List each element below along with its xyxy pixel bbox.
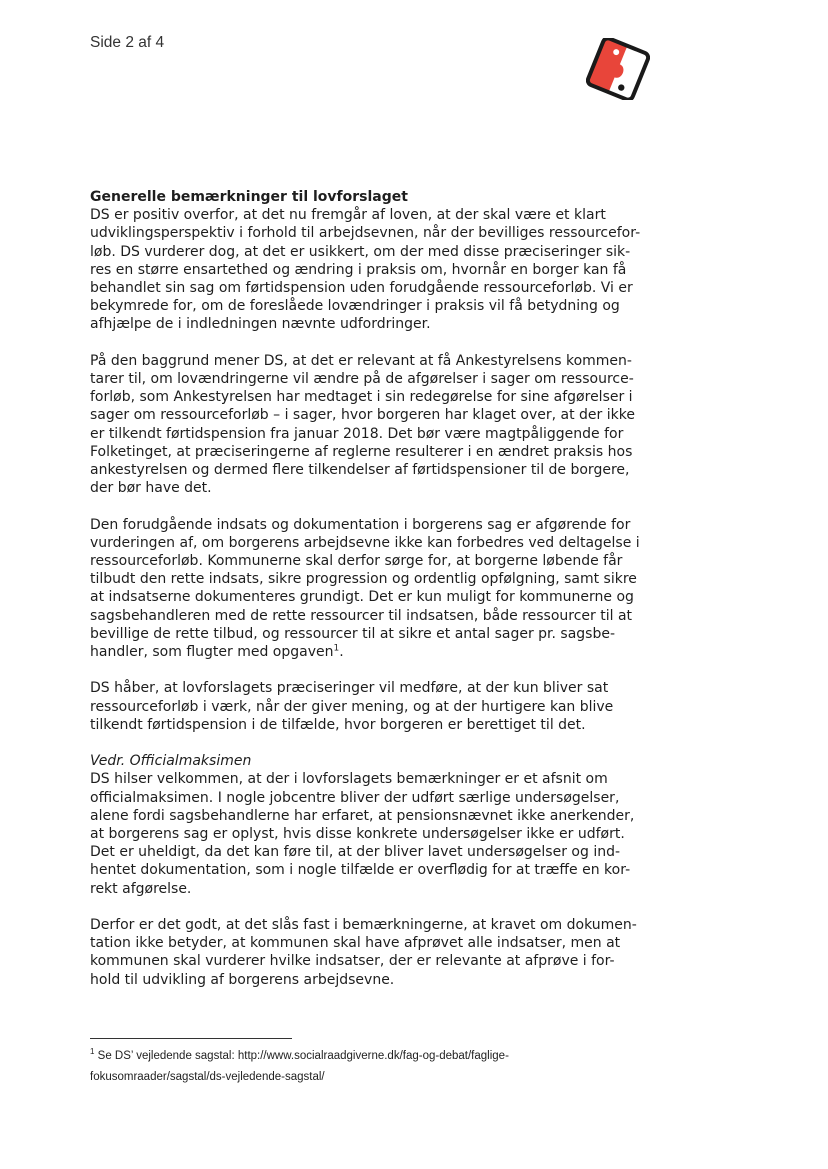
paragraph-end: .	[339, 644, 344, 661]
footnote	[90, 1046, 650, 1088]
footnote-reference: 1	[333, 643, 340, 654]
paragraph: DS hilser velkommen, at der i lovforslagets bemærkninger er et afsnit om officialmaksimen. I nogle jobcentre bliver der udført særlige undersøgelser, alene fordi sagsbehandlerne har erfaret, at pensionsnævnet ikke anerkender, at borgerens sag er oplyst, hvis disse konkrete undersøgelser ikke er udført. Det er uheldigt, da det kan føre til, at der bliver lavet undersøgelser og ind- hentet dokumentation, som i nogle tilfælde er overflødig for at træffe en kor- rekt afgørelse.	[90, 771, 635, 897]
footnote-number: 1	[90, 1047, 95, 1057]
paragraph	[90, 516, 650, 662]
paragraph-text: Den forudgående indsats og dokumentation i borgerens sag er afgørende for vurderingen af, om borgerens arbejdsevne ikke kan forbedres ved deltagelse i ressourceforløb. Kommunerne skal derfor sørge for, at borgerne løbende får tilbudt den rette indsats, sikre progression og ordentlig opfølgning, samt sikre at indsatserne dokumenteres grundigt. Det er kun muligt for kommunerne og sagsbehandleren med de rette ressourcer til indsatsen, både ressourcer til at bevillige de rette tilbud, og ressourcer til at sikre et antal sager pr. sagsbe- handler, som flugter med opgaven	[90, 516, 640, 661]
section-heading: Generelle bemærkninger til lovforslaget	[90, 189, 408, 205]
paragraph: På den baggrund mener DS, at det er relevant at få Ankestyrelsens kommen- tarer til, om lovændringerne vil ændre på de afgørelser i sager om ressource- forløb, som Ankestyrelsen har medtaget i sin redegørelse for sine afgørelser i sager om ressourceforløb – i sager, hvor borgeren har klaget over, at der ikke er tilkendt førtidspension fra januar 2018. Det bør være magtpåliggende for Folketinget, at præciseringerne af reglerne resulterer i en ændret praksis hos ankestyrelsen og dermed flere tilkendelser af førtidspensioner til de borgere, der bør have det.	[90, 352, 635, 497]
letter-body	[90, 188, 650, 989]
paragraph: DS håber, at lovforslagets præciseringer vil medføre, at der kun bliver sat ressourceforløb i værk, når der giver mening, og at der hurtigere kan blive tilkendt førtidspension i de tilfælde, hvor borgeren er berettiget til det.	[90, 680, 614, 733]
paragraph: DS er positiv overfor, at det nu fremgår af loven, at der skal være et klart udviklingsperspektiv i forhold til arbejdsevnen, når der bevilliges ressourcefor- løb. DS vurderer dog, at det er usikkert, om der med disse præciseringer sik- res en større ensartethed og ændring i praksis om, hvornår en borger kan få behandlet sin sag om førtidspension uden forudgående ressourceforløb. Vi er bekymrede for, om de foreslåede lovændringer i praksis vil få betydning og afhjælpe de i indledningen nævnte udfordringer.	[90, 207, 641, 333]
footnote-text: Se DS’ vejledende sagstal: http://www.socialraadgiverne.dk/fag-og-debat/faglige- fokusomraader/sagstal/ds-vejledende-sagstal/	[90, 1050, 509, 1083]
section-subheading: Vedr. Officialmaksimen	[90, 753, 252, 770]
page-number: Side 2 af 4	[90, 34, 165, 51]
ds-logo-icon	[586, 38, 650, 100]
paragraph: Derfor er det godt, at det slås fast i bemærkningerne, at kravet om dokumen- tation ikke betyder, at kommunen skal have afprøvet alle indsatser, men at kommunen skal vurderer hvilke indsatser, der er relevante at afprøve i for- hold til udvikling af borgerens arbejdsevne.	[90, 917, 637, 988]
footnote-divider	[90, 1038, 292, 1039]
